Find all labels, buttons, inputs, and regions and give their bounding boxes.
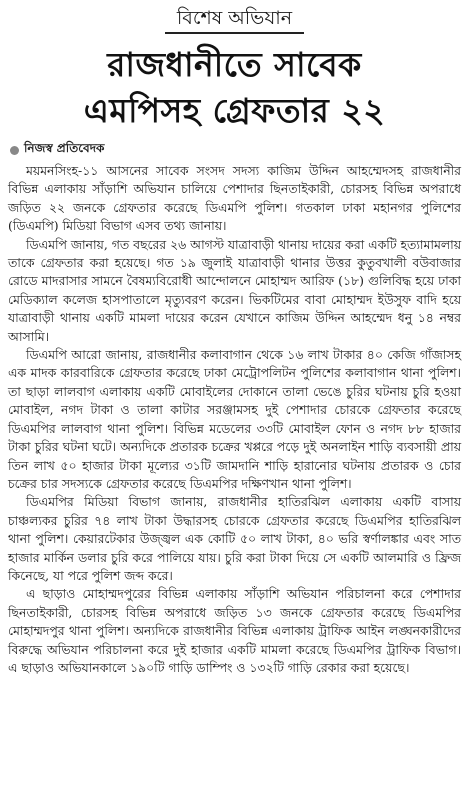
section-kicker: বিশেষ অভিযান [165,6,304,34]
kicker-wrapper [8,6,461,36]
paragraph-4: ডিএমপির মিডিয়া বিভাগ জানায়, রাজধানীর হাতিরঝিল এলাকায় একটি বাসায় চাঞ্চল্যকর চুরির ৭৪ লাখ টাকা উদ্ধারসহ চোরকে গ্রেফতার করেছে ডিএমপির হাতিরঝিল থানা পুলিশ। কেয়ারটেকার উজ্জ্বল এক কোটি ৫০ লাখ টাকা, ৪০ ভরি স্বর্ণালঙ্কার এবং সাত হাজার মার্কিন ডলার চুরি করে পালিয়ে যায়। চুরি করা টাকা দিয়ে সে একটি আলমারি ও ফ্রিজ কিনেছে, যা পরে পুলিশ জব্দ করে। [8,494,461,583]
headline [8,42,461,134]
article-body [8,162,461,677]
headline-line-1: রাজধানীতে সাবেক [107,45,362,84]
paragraph-3: ডিএমপি আরো জানায়, রাজধানীর কলাবাগান থেকে ১৬ লাখ টাকার ৪০ কেজি গাঁজাসহ এক মাদক কারবারিকে গ্রেফতার করেছে ঢাকা মেট্রোপলিটন পুলিশের কলাবাগান থানা পুলিশ। তা ছাড়া লালবাগ এলাকায় একটি মোবাইলের দোকানে তালা ভেঙে চুরির ঘটনায় চুরি হওয়া মোবাইল, নগদ টাকা ও তালা কাটার সরঞ্জামসহ দুই পেশাদার চোরকে গ্রেফতার করেছে ডিএমপির লালবাগ থানা পুলিশ। বিভিন্ন মডেলের ৩৩টি মোবাইল ফোন ও নগদ ৮৮ হাজার টাকা চুরির ঘটনা ঘটে। অন্যদিকে প্রতারক চক্রের খপ্পরে পড়ে দুই অনলাইন শাড়ি ব্যবসায়ী প্রায় তিন লাখ ৫০ হাজার টাকা মূল্যের ৩১টি জামদানি শাড়ি হারানোর ঘটনায় প্রতারক ও চোর চক্রের চার সদস্যকে গ্রেফতার করেছে ডিএমপির দক্ষিণখান থানা পুলিশ। [8,347,461,491]
paragraph-1: ময়মনসিংহ-১১ আসনের সাবেক সংসদ সদস্য কাজিম উদ্দিন আহম্মেদসহ রাজধানীর বিভিন্ন এলাকায় সাঁড়াশি অভিযান চালিয়ে পেশাদার ছিনতাইকারী, চোরসহ বিভিন্ন অপরাধে জড়িত ২২ জনকে গ্রেফতার করেছে ডিএমপি পুলিশ। গতকাল ঢাকা মহানগর পুলিশের (ডিএমপি) মিডিয়া বিভাগ এসব তথ্য জানায়। [8,163,461,234]
headline-line-2: এমপিসহ গ্রেফতার ২২ [83,91,386,130]
byline [8,140,461,160]
byline-author: নিজস্ব প্রতিবেদক [24,141,105,155]
paragraph-2: ডিএমপি জানায়, গত বছরের ২৬ আগস্ট যাত্রাবাড়ী থানায় দায়ের করা একটি হত্যামামলায় তাকে গ্রেফতার করা হয়েছে। গত ১৯ জুলাই যাত্রাবাড়ী থানার উত্তর কুতুবখালী বউবাজার রোডে মাদরাসার সামনে বৈষম্যবিরোধী আন্দোলনে মোহাম্মদ আরিফ (১৮) গুলিবিদ্ধ হয়ে ঢাকা মেডিক্যাল কলেজ হাসপাতালে মৃত্যুবরণ করেন। ভিকটিমের বাবা মোহাম্মদ ইউসুফ বাদি হয়ে যাত্রাবাড়ী থানায় একটি মামলা দায়ের করেন যেখানে কাজিম উদ্দিন আহম্মেদ ধনু ১৪ নম্বর আসামি। [8,236,461,344]
bullet-icon [10,146,19,155]
paragraph-5: এ ছাড়াও মোহাম্মদপুরের বিভিন্ন এলাকায় সাঁড়াশি অভিযান পরিচালনা করে পেশাদার ছিনতাইকারী, চোরসহ বিভিন্ন অপরাধে জড়িত ১৩ জনকে গ্রেফতার করেছে ডিএমপির মোহাম্মদপুর থানা পুলিশ। অন্যদিকে রাজধানীর বিভিন্ন এলাকায় ট্রাফিক আইন লঙ্ঘনকারীদের বিরুদ্ধে অভিযান পরিচালনা করে দুই হাজার একটি মামলা করেছে ডিএমপির ট্রাফিক বিভাগ। এ ছাড়াও অভিযানকালে ১৯০টি গাড়ি ডাম্পিং ও ১৩২টি গাড়ি রেকার করা হয়েছে। [8,586,461,675]
